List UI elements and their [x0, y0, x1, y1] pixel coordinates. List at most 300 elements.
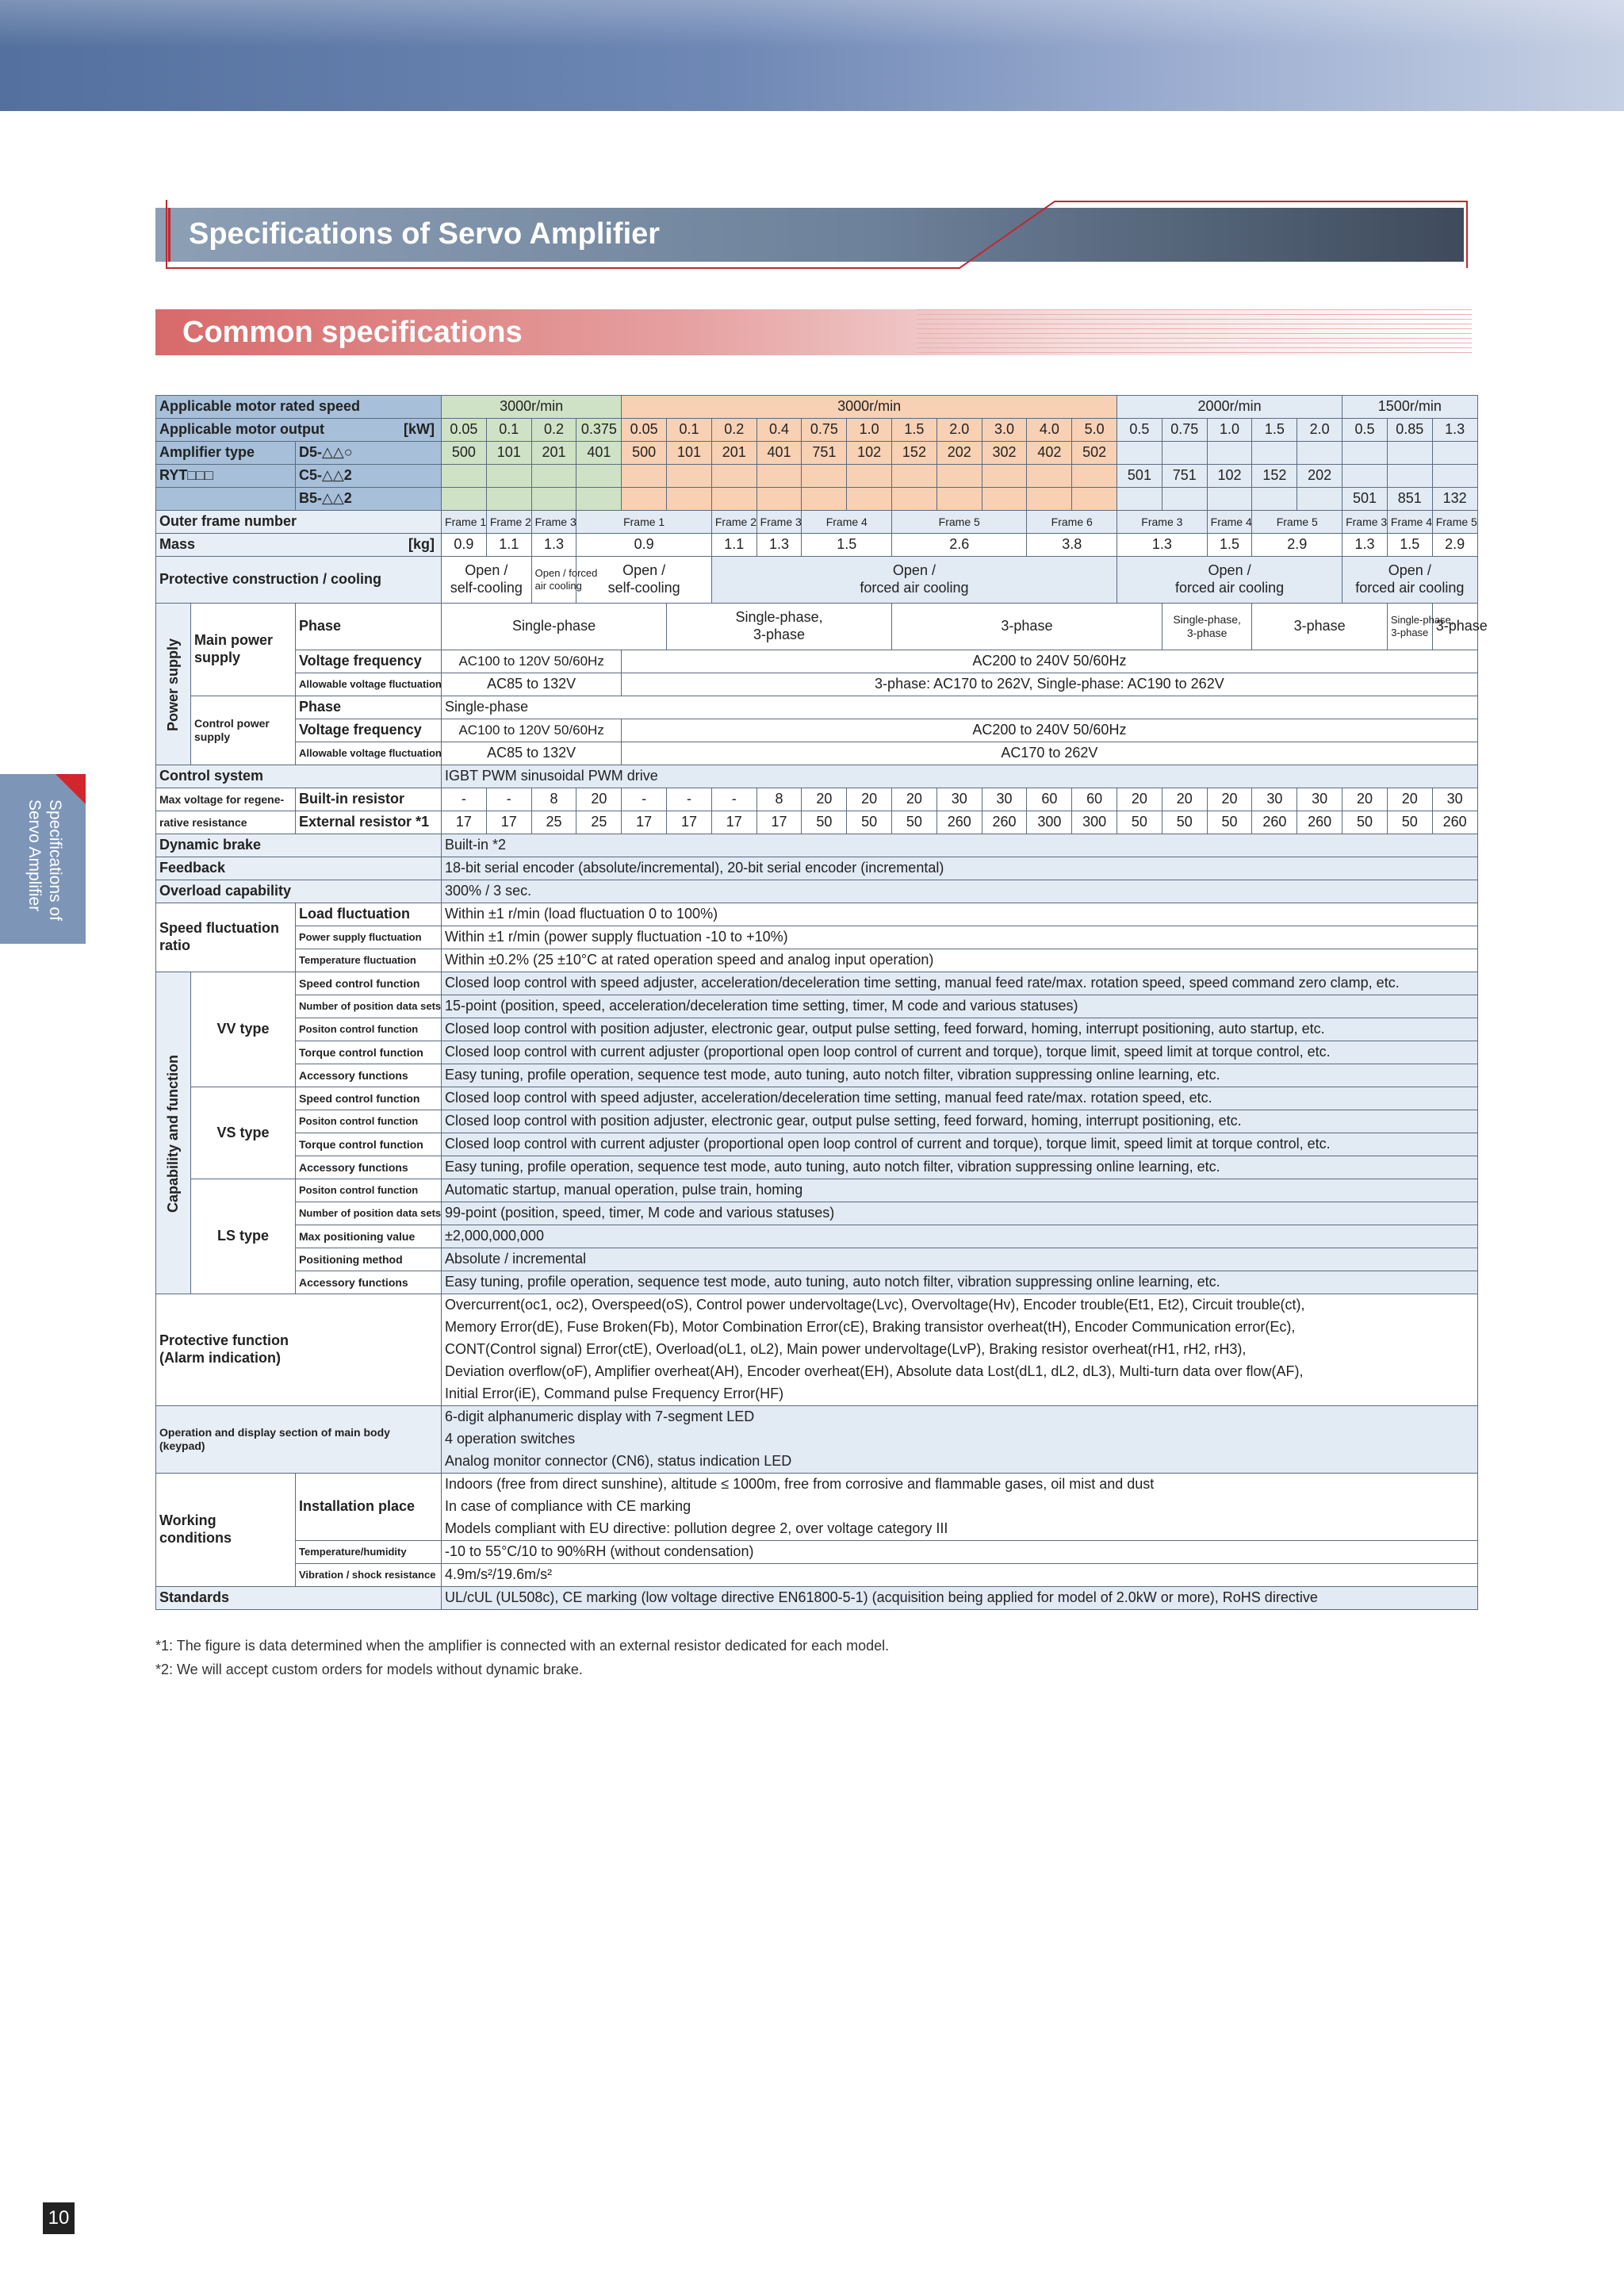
- builtin-resistor-value: 60: [1027, 788, 1072, 811]
- output-value: 0.1: [667, 419, 712, 442]
- control-system-label: Control system: [156, 765, 442, 788]
- vf-label: Voltage frequency: [296, 650, 442, 673]
- frame-value: Frame 4: [1207, 511, 1252, 534]
- c5-code: 202: [1297, 465, 1342, 488]
- output-value: 1.3: [1432, 419, 1477, 442]
- b5-code: [1027, 488, 1072, 511]
- frame-row: [156, 511, 1478, 534]
- protective-function-line: Deviation overflow(oF), Amplifier overheat(AH), Encoder overheat(EH), Absolute data Lost(dL1, dL2, dL3), Multi-turn data over flow(AF),: [442, 1361, 1477, 1383]
- b5-row: [156, 488, 1478, 511]
- cap-item-label: Positon control function: [296, 1018, 442, 1041]
- cavf-value: AC85 to 132V: [442, 742, 622, 765]
- mass-value: 1.5: [1387, 534, 1432, 557]
- d5-code: 101: [667, 442, 712, 465]
- avf-label: Allowable voltage fluctuation: [296, 673, 442, 696]
- ovl-row: [156, 880, 1478, 903]
- speed-2000: 2000r/min: [1117, 396, 1342, 419]
- frame-label: Outer frame number: [156, 511, 442, 534]
- cap-item-value: Easy tuning, profile operation, sequence test mode, auto tuning, auto notch filter, vibration suppressing online learning, etc.: [442, 1156, 1477, 1179]
- vv-row: [156, 1018, 1478, 1041]
- standards-value: UL/cUL (UL508c), CE marking (low voltage directive EN61800-5-1) (acquisition being applied for model of 2.0kW or more), RoHS directive: [442, 1587, 1477, 1610]
- ctrl-phase-row: [156, 696, 1478, 719]
- b5-code: [802, 488, 847, 511]
- operation-display-label: Operation and display section of main body (keypad): [156, 1406, 442, 1474]
- cap-item-value: Easy tuning, profile operation, sequence test mode, auto tuning, auto notch filter, vibration suppressing online learning, etc.: [442, 1064, 1477, 1087]
- external-resistor-value: 300: [1027, 811, 1072, 834]
- cap-item-value: Closed loop control with position adjuster, electronic gear, output pulse setting, feed forward, homing, interrupt positioning, auto startup, etc.: [442, 1018, 1477, 1041]
- output-value: 0.75: [802, 419, 847, 442]
- frame-value: Frame 1: [442, 511, 487, 534]
- speed-1500: 1500r/min: [1342, 396, 1477, 419]
- cphase-value: Single-phase: [442, 696, 1477, 719]
- d5-code: 202: [936, 442, 982, 465]
- fb-row: [156, 857, 1478, 880]
- b5-code: [847, 488, 892, 511]
- c5-code: [531, 465, 576, 488]
- mass-unit: [kg]: [408, 536, 435, 553]
- vibration-label: Vibration / shock resistance: [296, 1564, 442, 1587]
- feedback-value: 18-bit serial encoder (absolute/incremental), 20-bit serial encoder (incremental): [442, 857, 1477, 880]
- power-supply-group: Power supply: [156, 604, 191, 765]
- top-banner: [0, 0, 1624, 111]
- b5-code: [892, 488, 937, 511]
- vs-row: [156, 1133, 1478, 1156]
- cap-item-value: Closed loop control with current adjuster (proportional open loop control of current and torque), torque limit, speed limit at torque control, etc.: [442, 1133, 1477, 1156]
- phase-value: 3-phase: [892, 604, 1162, 650]
- protective-function-line: CONT(Control signal) Error(ctE), Overload(oL1, oL2), Main power undervoltage(LvP), Braking resistor overheat(rH1, rH2, rH3),: [442, 1339, 1477, 1361]
- feedback-label: Feedback: [156, 857, 442, 880]
- mass-value: 2.9: [1432, 534, 1477, 557]
- prot-value: Open / forced air cooling: [711, 557, 1116, 604]
- ls-type-label: LS type: [191, 1179, 296, 1294]
- d5-code: 152: [892, 442, 937, 465]
- builtin-resistor-value: 30: [1432, 788, 1477, 811]
- external-resistor-value: 50: [1117, 811, 1162, 834]
- external-resistor-label: External resistor *1: [296, 811, 442, 834]
- b5-label: B5-△△2: [296, 488, 442, 511]
- vv-type-label: VV type: [191, 972, 296, 1087]
- cavf-value: AC170 to 262V: [622, 742, 1477, 765]
- output-value: 2.0: [936, 419, 982, 442]
- b5-code: [622, 488, 667, 511]
- c5-code: [847, 465, 892, 488]
- external-resistor-value: 17: [622, 811, 667, 834]
- protective-function-line: Memory Error(dE), Fuse Broken(Fb), Motor Combination Error(cE), Braking transistor overheat(tH), Encoder Communication error(Ec),: [442, 1317, 1477, 1339]
- speed-fluct-label: Speed fluctuation ratio: [156, 903, 296, 972]
- vv-row: [156, 1041, 1478, 1064]
- sfr-1: [156, 903, 1478, 926]
- external-resistor-value: 17: [756, 811, 802, 834]
- cvf-value: AC200 to 240V 50/60Hz: [622, 719, 1477, 742]
- avf-value: AC85 to 132V: [442, 673, 622, 696]
- c5-code: [1387, 465, 1432, 488]
- prot-value: Open / self-cooling: [442, 557, 532, 604]
- b5-code: [1072, 488, 1117, 511]
- d5-code: 402: [1027, 442, 1072, 465]
- builtin-resistor-value: 8: [531, 788, 576, 811]
- rated-speed-label: Applicable motor rated speed: [156, 396, 442, 419]
- b5-code: [486, 488, 531, 511]
- work-th-row: [156, 1541, 1478, 1564]
- builtin-resistor-value: 20: [802, 788, 847, 811]
- builtin-resistor-value: 8: [756, 788, 802, 811]
- builtin-resistor-value: 20: [1342, 788, 1388, 811]
- builtin-resistor-value: -: [667, 788, 712, 811]
- prot-value: Open / self-cooling: [576, 557, 711, 604]
- operation-display-line: Analog monitor connector (CN6), status indication LED: [442, 1451, 1477, 1474]
- d5-code: [1252, 442, 1297, 465]
- b5-code: 851: [1387, 488, 1432, 511]
- control-system-row: [156, 765, 1478, 788]
- external-resistor-value: 50: [892, 811, 937, 834]
- cap-item-label: Max positioning value: [296, 1225, 442, 1248]
- vf-value: AC100 to 120V 50/60Hz: [442, 650, 622, 673]
- regen-external-row: [156, 811, 1478, 834]
- work-row: [156, 1474, 1478, 1497]
- frame-value: Frame 3: [1117, 511, 1208, 534]
- cphase-label: Phase: [296, 696, 442, 719]
- footnotes: [155, 1634, 889, 1681]
- b5-code: [1297, 488, 1342, 511]
- mass-value: 1.1: [486, 534, 531, 557]
- prot-construction-label: Protective construction / cooling: [156, 557, 442, 604]
- ls-row: [156, 1179, 1478, 1202]
- output-value: 0.375: [576, 419, 622, 442]
- c5-code: [711, 465, 756, 488]
- capability-group: Capability and function: [156, 972, 191, 1294]
- b5-code: [711, 488, 756, 511]
- frame-value: Frame 4: [802, 511, 892, 534]
- external-resistor-value: 50: [1342, 811, 1388, 834]
- ls-row: [156, 1202, 1478, 1225]
- page-title-bar: [155, 208, 1464, 262]
- builtin-resistor-value: 20: [576, 788, 622, 811]
- installation-line: In case of compliance with CE marking: [442, 1496, 1477, 1518]
- vv-row: [156, 995, 1478, 1018]
- external-resistor-value: 50: [1387, 811, 1432, 834]
- footnote-2: *2: We will accept custom orders for models without dynamic brake.: [155, 1662, 583, 1677]
- operation-display-line: 6-digit alphanumeric display with 7-segment LED: [442, 1406, 1477, 1429]
- output-value: 2.0: [1297, 419, 1342, 442]
- cap-item-label: Torque control function: [296, 1041, 442, 1064]
- cap-item-label: Positon control function: [296, 1110, 442, 1133]
- mass-label-text: Mass: [159, 536, 196, 553]
- d5-code: [1207, 442, 1252, 465]
- temp-humidity-value: -10 to 55°C/10 to 90%RH (without condensation): [442, 1541, 1477, 1564]
- cap-item-value: Closed loop control with position adjuster, electronic gear, output pulse setting, feed forward, homing, interrupt positioning, etc.: [442, 1110, 1477, 1133]
- phase-label: Phase: [296, 604, 442, 650]
- prot-value: Open / forced air cooling: [1117, 557, 1342, 604]
- temp-humidity-label: Temperature/humidity: [296, 1541, 442, 1564]
- b5-code: [982, 488, 1027, 511]
- main-phase-row: [156, 604, 1478, 650]
- frame-value: Frame 5: [892, 511, 1027, 534]
- ryt-label: RYT□□□: [156, 465, 296, 488]
- installation-line: Models compliant with EU directive: pollution degree 2, over voltage category III: [442, 1518, 1477, 1541]
- control-power-label: Control power supply: [191, 696, 296, 765]
- regen-label-2: rative resistance: [156, 811, 296, 834]
- external-resistor-value: 25: [531, 811, 576, 834]
- section-bar-lines: [917, 309, 1472, 355]
- mass-value: 2.9: [1252, 534, 1342, 557]
- installation-line: Indoors (free from direct sunshine), altitude ≤ 1000m, free from corrosive and flammable gases, oil mist and dust: [442, 1474, 1477, 1497]
- cap-item-label: Accessory functions: [296, 1271, 442, 1294]
- output-value: 0.2: [711, 419, 756, 442]
- builtin-resistor-value: 20: [1207, 788, 1252, 811]
- ps-fluct-label: Power supply fluctuation: [296, 926, 442, 949]
- frame-value: Frame 4: [1387, 511, 1432, 534]
- d5-code: 101: [486, 442, 531, 465]
- c5-row: [156, 465, 1478, 488]
- output-value: 0.85: [1387, 419, 1432, 442]
- protective-function-line: Overcurrent(oc1, oc2), Overspeed(oS), Control power undervoltage(Lvc), Overvoltage(Hv), Encoder trouble(Et1, Et2), Circuit trouble(ct),: [442, 1294, 1477, 1317]
- output-value: 0.5: [1342, 419, 1388, 442]
- mass-value: 1.3: [756, 534, 802, 557]
- sfr-3: [156, 949, 1478, 972]
- page-title: Specifications of Servo Amplifier: [189, 217, 661, 251]
- external-resistor-value: 50: [1207, 811, 1252, 834]
- output-value: 0.05: [442, 419, 487, 442]
- vv-row: [156, 1064, 1478, 1087]
- builtin-resistor-value: -: [711, 788, 756, 811]
- cap-item-value: Closed loop control with speed adjuster, acceleration/deceleration time setting, manual feed rate/max. rotation speed, speed command zero clamp, etc.: [442, 972, 1477, 995]
- overload-label: Overload capability: [156, 880, 442, 903]
- d5-code: 201: [531, 442, 576, 465]
- builtin-resistor-value: 20: [1162, 788, 1207, 811]
- mass-row: [156, 534, 1478, 557]
- prot-value: Open / forced air cooling: [1342, 557, 1477, 604]
- c5-code: [756, 465, 802, 488]
- b5-code: [936, 488, 982, 511]
- output-value: 0.4: [756, 419, 802, 442]
- opdisp-row: [156, 1406, 1478, 1429]
- cap-item-label: Positioning method: [296, 1248, 442, 1271]
- mass-value: 0.9: [576, 534, 711, 557]
- vs-type-label: VS type: [191, 1087, 296, 1179]
- cavf-label: Allowable voltage fluctuation: [296, 742, 442, 765]
- ls-row: [156, 1225, 1478, 1248]
- cap-item-value: Easy tuning, profile operation, sequence test mode, auto tuning, auto notch filter, vibration suppressing online learning, etc.: [442, 1271, 1477, 1294]
- external-resistor-value: 260: [1432, 811, 1477, 834]
- section-title: Common specifications: [182, 316, 523, 349]
- main-vf-row: [156, 650, 1478, 673]
- cap-item-label: Speed control function: [296, 1087, 442, 1110]
- c5-code: [486, 465, 531, 488]
- prot-func-row: [156, 1294, 1478, 1317]
- d5-code: 751: [802, 442, 847, 465]
- b5-code: [1252, 488, 1297, 511]
- installation-place-label: Installation place: [296, 1474, 442, 1541]
- builtin-resistor-value: -: [622, 788, 667, 811]
- d5-code: 302: [982, 442, 1027, 465]
- output-value: 0.2: [531, 419, 576, 442]
- output-value: 1.5: [892, 419, 937, 442]
- cap-item-label: Accessory functions: [296, 1156, 442, 1179]
- avf-value: 3-phase: AC170 to 262V, Single-phase: AC190 to 262V: [622, 673, 1477, 696]
- mass-value: 1.5: [1207, 534, 1252, 557]
- mass-value: 1.3: [1342, 534, 1388, 557]
- regen-builtin-row: [156, 788, 1478, 811]
- output-label-text: Applicable motor output: [159, 421, 324, 438]
- builtin-resistor-label: Built-in resistor: [296, 788, 442, 811]
- cap-item-value: Closed loop control with current adjuster (proportional open loop control of current and torque), torque limit, speed limit at torque control, etc.: [442, 1041, 1477, 1064]
- vv-row: [156, 972, 1478, 995]
- d5-code: 500: [622, 442, 667, 465]
- frame-value: Frame 1: [576, 511, 711, 534]
- frame-value: Frame 2: [486, 511, 531, 534]
- c5-label: C5-△△2: [296, 465, 442, 488]
- ctrl-vf-row: [156, 719, 1478, 742]
- d5-code: 401: [756, 442, 802, 465]
- cap-item-value: Automatic startup, manual operation, pulse train, homing: [442, 1179, 1477, 1202]
- b5-code: [1117, 488, 1162, 511]
- builtin-resistor-value: -: [486, 788, 531, 811]
- c5-code: [667, 465, 712, 488]
- cvf-value: AC100 to 120V 50/60Hz: [442, 719, 622, 742]
- c5-code: [1072, 465, 1117, 488]
- temp-fluct-label: Temperature fluctuation: [296, 949, 442, 972]
- control-system-value: IGBT PWM sinusoidal PWM drive: [442, 765, 1477, 788]
- dyn-row: [156, 834, 1478, 857]
- vibration-value: 4.9m/s²/19.6m/s²: [442, 1564, 1477, 1587]
- c5-code: 152: [1252, 465, 1297, 488]
- phase-value: Single-phase, 3-phase: [1387, 604, 1432, 650]
- external-resistor-value: 17: [667, 811, 712, 834]
- protective-function-line: Initial Error(iE), Command pulse Frequency Error(HF): [442, 1383, 1477, 1406]
- external-resistor-value: 260: [1297, 811, 1342, 834]
- cap-item-label: Accessory functions: [296, 1064, 442, 1087]
- c5-code: [1432, 465, 1477, 488]
- frame-value: Frame 6: [1027, 511, 1117, 534]
- builtin-resistor-value: 30: [1252, 788, 1297, 811]
- d5-label: D5-△△○: [296, 442, 442, 465]
- external-resistor-value: 260: [936, 811, 982, 834]
- cap-item-value: 99-point (position, speed, timer, M code and various statuses): [442, 1202, 1477, 1225]
- builtin-resistor-value: 20: [847, 788, 892, 811]
- d5-code: [1162, 442, 1207, 465]
- mass-value: 3.8: [1027, 534, 1117, 557]
- output-value: 0.05: [622, 419, 667, 442]
- builtin-resistor-value: 60: [1072, 788, 1117, 811]
- sfr-2: [156, 926, 1478, 949]
- output-value: 1.0: [847, 419, 892, 442]
- frame-value: Frame 3: [1342, 511, 1388, 534]
- phase-value: Single-phase, 3-phase: [667, 604, 892, 650]
- load-fluct-value: Within ±1 r/min (load fluctuation 0 to 100%): [442, 903, 1477, 926]
- external-resistor-value: 17: [486, 811, 531, 834]
- protective-function-label: Protective function (Alarm indication): [156, 1294, 442, 1406]
- external-resistor-value: 50: [847, 811, 892, 834]
- standards-label: Standards: [156, 1587, 442, 1610]
- amplifier-type-label: Amplifier type: [156, 442, 296, 465]
- ctrl-avf-row: [156, 742, 1478, 765]
- d5-code: 500: [442, 442, 487, 465]
- d5-row: [156, 442, 1478, 465]
- builtin-resistor-value: 20: [892, 788, 937, 811]
- cap-item-value: 15-point (position, speed, acceleration/deceleration time setting, timer, M code and various statuses): [442, 995, 1477, 1018]
- prot-row: [156, 557, 1478, 604]
- dynamic-brake-value: Built-in *2: [442, 834, 1477, 857]
- cap-item-label: Speed control function: [296, 972, 442, 995]
- output-value: 0.5: [1117, 419, 1162, 442]
- kw-unit: [kW]: [404, 421, 435, 438]
- load-fluct-label: Load fluctuation: [296, 903, 442, 926]
- vs-row: [156, 1156, 1478, 1179]
- b5-code: 132: [1432, 488, 1477, 511]
- c5-code: [576, 465, 622, 488]
- external-resistor-value: 17: [711, 811, 756, 834]
- output-value: 1.0: [1207, 419, 1252, 442]
- external-resistor-value: 260: [982, 811, 1027, 834]
- d5-code: 201: [711, 442, 756, 465]
- regen-label-1: Max voltage for regene-: [156, 788, 296, 811]
- cap-item-label: Number of position data sets: [296, 1202, 442, 1225]
- d5-code: [1432, 442, 1477, 465]
- b5-code: [667, 488, 712, 511]
- external-resistor-value: 50: [1162, 811, 1207, 834]
- mass-value: 1.3: [531, 534, 576, 557]
- c5-code: [1342, 465, 1388, 488]
- d5-code: [1342, 442, 1388, 465]
- builtin-resistor-value: 30: [982, 788, 1027, 811]
- external-resistor-value: 25: [576, 811, 622, 834]
- builtin-resistor-value: 30: [936, 788, 982, 811]
- cap-item-label: Positon control function: [296, 1179, 442, 1202]
- footnote-1: *1: The figure is data determined when the amplifier is connected with an external resistor dedicated for each model.: [155, 1638, 890, 1654]
- d5-code: [1387, 442, 1432, 465]
- external-resistor-value: 300: [1072, 811, 1117, 834]
- dynamic-brake-label: Dynamic brake: [156, 834, 442, 857]
- vs-row: [156, 1110, 1478, 1133]
- side-tab: [0, 774, 86, 944]
- output-value: 3.0: [982, 419, 1027, 442]
- b5-code: [1207, 488, 1252, 511]
- c5-code: 501: [1117, 465, 1162, 488]
- c5-code: 102: [1207, 465, 1252, 488]
- c5-code: [442, 465, 487, 488]
- ps-fluct-value: Within ±1 r/min (power supply fluctuation -10 to +10%): [442, 926, 1477, 949]
- d5-code: [1297, 442, 1342, 465]
- cap-item-value: ±2,000,000,000: [442, 1225, 1477, 1248]
- output-value: 1.5: [1252, 419, 1297, 442]
- mass-value: 1.3: [1117, 534, 1208, 557]
- section-bar: [155, 309, 1472, 355]
- d5-code: 401: [576, 442, 622, 465]
- vs-row: [156, 1087, 1478, 1110]
- c5-code: [1027, 465, 1072, 488]
- external-resistor-value: 260: [1252, 811, 1297, 834]
- temp-fluct-value: Within ±0.2% (25 ±10°C at rated operation speed and analog input operation): [442, 949, 1477, 972]
- operation-display-line: 4 operation switches: [442, 1428, 1477, 1451]
- frame-value: Frame 3: [756, 511, 802, 534]
- frame-value: Frame 2: [711, 511, 756, 534]
- mass-value: 1.1: [711, 534, 756, 557]
- page-number: 10: [43, 2202, 75, 2234]
- frame-value: Frame 3: [531, 511, 576, 534]
- motor-output-label: [156, 419, 442, 442]
- title-accent-tick: [168, 208, 170, 262]
- c5-code: [622, 465, 667, 488]
- ls-row: [156, 1271, 1478, 1294]
- cap-item-label: Number of position data sets: [296, 995, 442, 1018]
- cap-item-value: Closed loop control with speed adjuster, acceleration/deceleration time setting, manual feed rate/max. rotation speed, etc.: [442, 1087, 1477, 1110]
- output-row: [156, 419, 1478, 442]
- standards-row: [156, 1587, 1478, 1610]
- cvf-label: Voltage frequency: [296, 719, 442, 742]
- b5-code: [1162, 488, 1207, 511]
- builtin-resistor-value: 30: [1297, 788, 1342, 811]
- work-vib-row: [156, 1564, 1478, 1587]
